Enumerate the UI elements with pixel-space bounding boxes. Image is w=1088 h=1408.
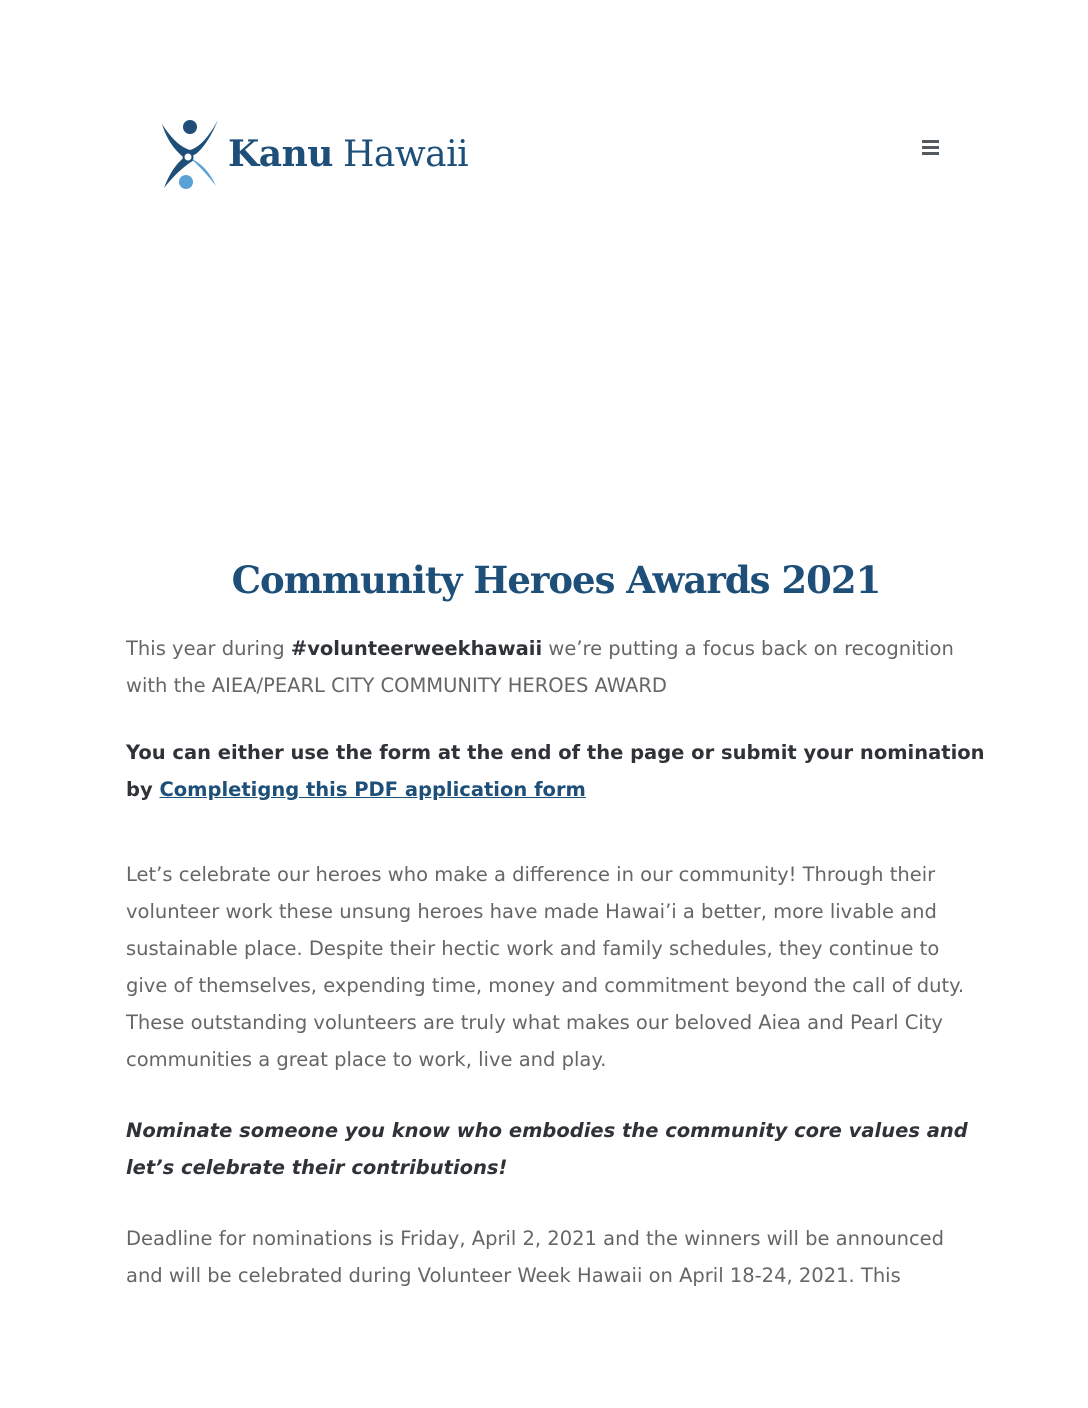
site-logo[interactable] — [158, 116, 468, 192]
nominate-callout: Nominate someone you know who embodies the community core values and let’s celebrate their contributions! — [126, 1119, 968, 1179]
hamburger-menu-icon[interactable] — [916, 140, 946, 166]
pdf-application-form-link[interactable]: Completigng this PDF application form — [159, 778, 586, 801]
site-header — [0, 0, 1088, 220]
celebrate-paragraph: Let’s celebrate our heroes who make a difference in our community! Through their volunteer work these unsung heroes have made Hawai’i a better, more livable and sustainable place. Despite their hectic work and family schedules, they continue to give of themselves, expending time, money and commitment beyond the call of duty. These outstanding volunteers are truly what makes our beloved Aiea and Pearl City communities a great place to work, live and play. — [126, 863, 965, 1071]
main-content — [126, 556, 986, 1294]
page-title: Community Heroes Awards 2021 — [231, 558, 881, 602]
brand-name-light: Hawaii — [342, 133, 469, 175]
deadline-paragraph: Deadline for nominations is Friday, April 2, 2021 and the winners will be announced and will be celebrated during Volunteer Week Hawaii on April 18-24, 2021. This — [126, 1227, 945, 1287]
kanu-hawaii-logo-icon — [158, 116, 222, 192]
volunteer-week-hashtag: #volunteerweekhawaii — [290, 637, 543, 660]
form-note-paragraph — [126, 734, 986, 808]
brand-name — [228, 132, 469, 175]
intro-text-end: we’re putting a focus back on recognition with the AIEA/PEARL CITY COMMUNITY HEROES AWARD — [126, 637, 954, 697]
intro-paragraph — [126, 630, 986, 704]
brand-name-bold: Kanu — [228, 132, 333, 175]
form-note-text: You can either use the form at the end of the page or submit your nomination by — [126, 741, 985, 801]
intro-text-start: This year during — [126, 637, 291, 660]
